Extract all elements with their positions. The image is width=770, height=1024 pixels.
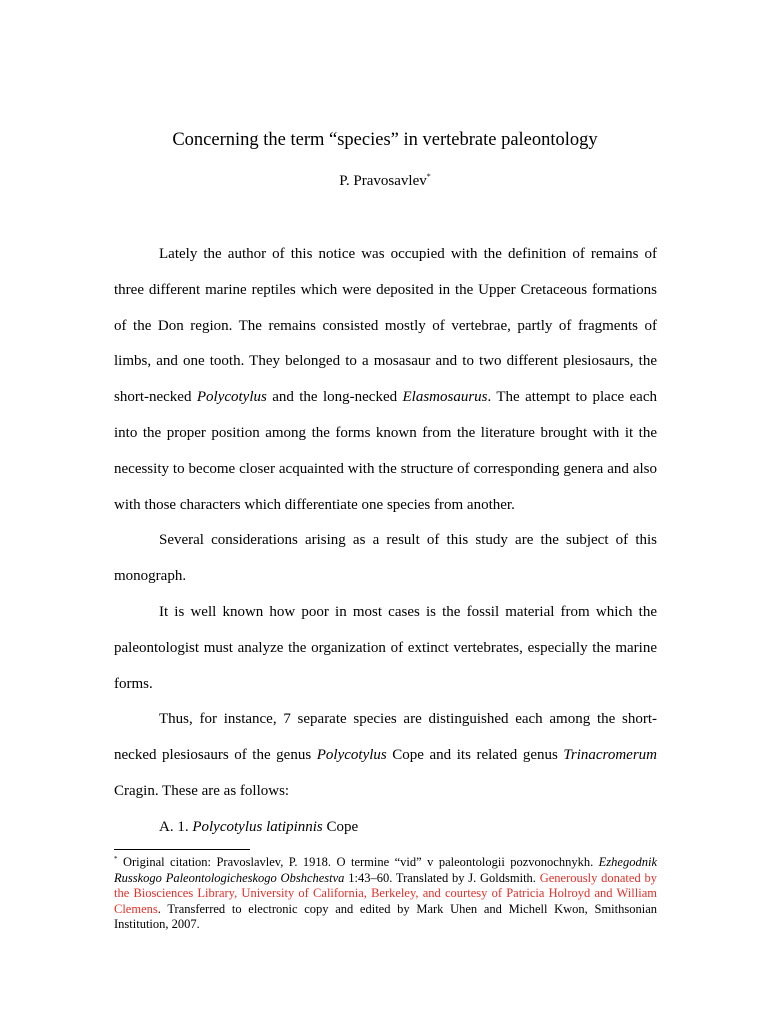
- citation-text: Original citation: Pravoslavlev, P. 1918. O termine “vid” v paleontologii pozvonochnykh.: [117, 855, 599, 869]
- footnote-divider: [114, 849, 250, 850]
- paragraph-text: Lately the author of this notice was occupied with the definition of remains of three different marine reptiles which were deposited in the Upper Cretaceous formations of the Don region. The remains consisted mostly of vertebrae, partly of fragments of limbs, and one tooth. They belonged to a mosasaur and to two different plesiosaurs, the short-necked: [114, 246, 657, 406]
- paragraph-3: It is well known how poor in most cases is the fossil material from which the paleontologist must analyze the organization of extinct vertebrates, especially the marine forms.: [114, 603, 657, 692]
- paper-title: Concerning the term “species” in vertebrate paleontology: [172, 130, 598, 150]
- footnote-marker: *: [114, 855, 118, 863]
- journal-name: Ezhegodnik Russkogo Paleontologicheskogo Obshchestva: [114, 855, 657, 885]
- citation-text: 1:43–60. Translated by J. Goldsmith.: [344, 870, 540, 885]
- paragraph-text: and the long-necked: [266, 389, 403, 406]
- genus-name: Polycotylus: [316, 747, 387, 764]
- genus-name: Elasmosaurus: [402, 389, 488, 406]
- paragraph-2: Several considerations arising as a result of this study are the subject of this monograph.: [114, 532, 657, 585]
- species-list-item: [114, 810, 657, 846]
- species-name: Polycotylus latipinnis: [192, 818, 323, 835]
- genus-name: Trinacromerum: [563, 747, 657, 764]
- paragraph-text: Cragin. These are as follows:: [114, 782, 290, 799]
- list-number: A. 1.: [159, 818, 193, 835]
- body-text: [114, 237, 657, 846]
- author-line: [0, 171, 770, 191]
- paragraph-text: Cope and its related genus: [386, 747, 564, 764]
- author-name: P. Pravosavlev: [339, 173, 427, 189]
- footnote: [114, 855, 657, 933]
- footnote-marker: *: [426, 172, 431, 181]
- paragraph-text: Thus, for instance, 7 separate species are distinguished each among the short-necked plesiosaurs of the genus: [114, 711, 657, 764]
- donation-note: Generously donated by the Biosciences Library, University of California, Berkeley, and courtesy of Patricia Holroyd and William Clemens: [114, 870, 657, 916]
- paragraph-4: [114, 702, 657, 809]
- paragraph-1: [114, 237, 657, 523]
- transfer-note: . Transferred to electronic copy and edited by Mark Uhen and Michell Kwon, Smithsonian Institution, 2007.: [114, 901, 657, 931]
- species-author: Cope: [322, 818, 359, 835]
- genus-name: Polycotylus: [196, 389, 267, 406]
- paragraph-text: . The attempt to place each into the proper position among the forms known from the literature brought with it the necessity to become closer acquainted with the structure of corresponding genera and also with those characters which differentiate one species from another.: [114, 389, 657, 513]
